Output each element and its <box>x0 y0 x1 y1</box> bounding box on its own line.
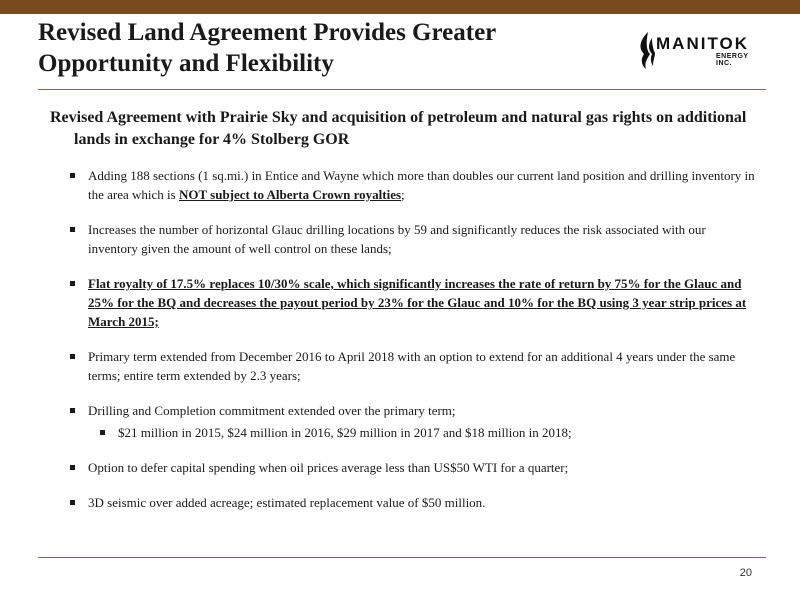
logo-wordmark: MANITOK <box>656 34 750 53</box>
bullet-text: Option to defer capital spending when oil prices average less than US$50 WTI for a quarter; <box>88 460 569 475</box>
bullet-flat-royalty <box>68 274 758 331</box>
bullet-text: Primary term extended from December 2016 to April 2018 with an option to extend for an additional 4 years under the same terms; entire term extended by 2.3 years; <box>88 349 736 383</box>
bullet-defer-capital <box>68 458 758 477</box>
square-bullet-icon <box>70 354 75 359</box>
company-logo <box>634 30 764 70</box>
square-bullet-icon <box>70 227 75 232</box>
bullet-emphasis: NOT subject to Alberta Crown royalties <box>178 187 402 202</box>
logo-subtitle: ENERGY INC. <box>716 53 749 67</box>
title-line-1: Revised Land Agreement Provides Greater <box>38 19 497 46</box>
bullet-drilling-locations <box>68 220 758 258</box>
bullet-text: Flat royalty of 17.5% replaces 10/30% scale, which significantly increases the rate of return by 75% for the Glauc and 25% for the BQ and decreases the payout period by 23% for the Glauc and 10% for the BQ using 3 year strip prices at March 2015; <box>88 276 747 329</box>
square-bullet-icon <box>70 281 75 286</box>
bullet-end: ; <box>401 187 405 202</box>
section-heading: Revised Agreement with Prairie Sky and acquisition of petroleum and natural gas rights on additional lands in exchange for 4% Stolberg GOR <box>50 109 747 148</box>
bullet-text: Increases the number of horizontal Glauc drilling locations by 59 and significantly reduces the risk associated with our inventory given the amount of well control on these lands; <box>88 222 706 256</box>
square-bullet-icon <box>70 500 75 505</box>
bullet-list <box>68 166 758 528</box>
flame-wing-icon <box>634 30 656 70</box>
square-bullet-icon <box>70 408 75 413</box>
bullet-primary-term <box>68 347 758 385</box>
title-divider <box>38 89 766 90</box>
slide-title <box>38 17 598 79</box>
bullet-text: 3D seismic over added acreage; estimated replacement value of $50 million. <box>88 495 486 510</box>
square-bullet-icon <box>70 465 75 470</box>
bullet-commitment <box>68 401 758 442</box>
bullet-text: Adding 188 sections (1 sq.mi.) in Entice and Wayne which more than doubles our current land position and drilling inventory in the area which is <box>88 168 755 202</box>
title-line-2: Opportunity and Flexibility <box>38 50 334 77</box>
page-number: 20 <box>739 567 752 579</box>
bullet-text: Drilling and Completion commitment extended over the primary term; <box>88 403 456 418</box>
sub-bullet-commitment-amounts <box>68 423 758 442</box>
sub-bullet-text: $21 million in 2015, $24 million in 2016, $29 million in 2017 and $18 million in 2018; <box>118 425 572 440</box>
footer-divider <box>38 557 766 558</box>
square-bullet-icon <box>100 430 105 435</box>
top-accent-bar <box>0 0 800 14</box>
bullet-3d-seismic <box>68 493 758 512</box>
bullet-land-sections <box>68 166 758 204</box>
square-bullet-icon <box>70 173 75 178</box>
